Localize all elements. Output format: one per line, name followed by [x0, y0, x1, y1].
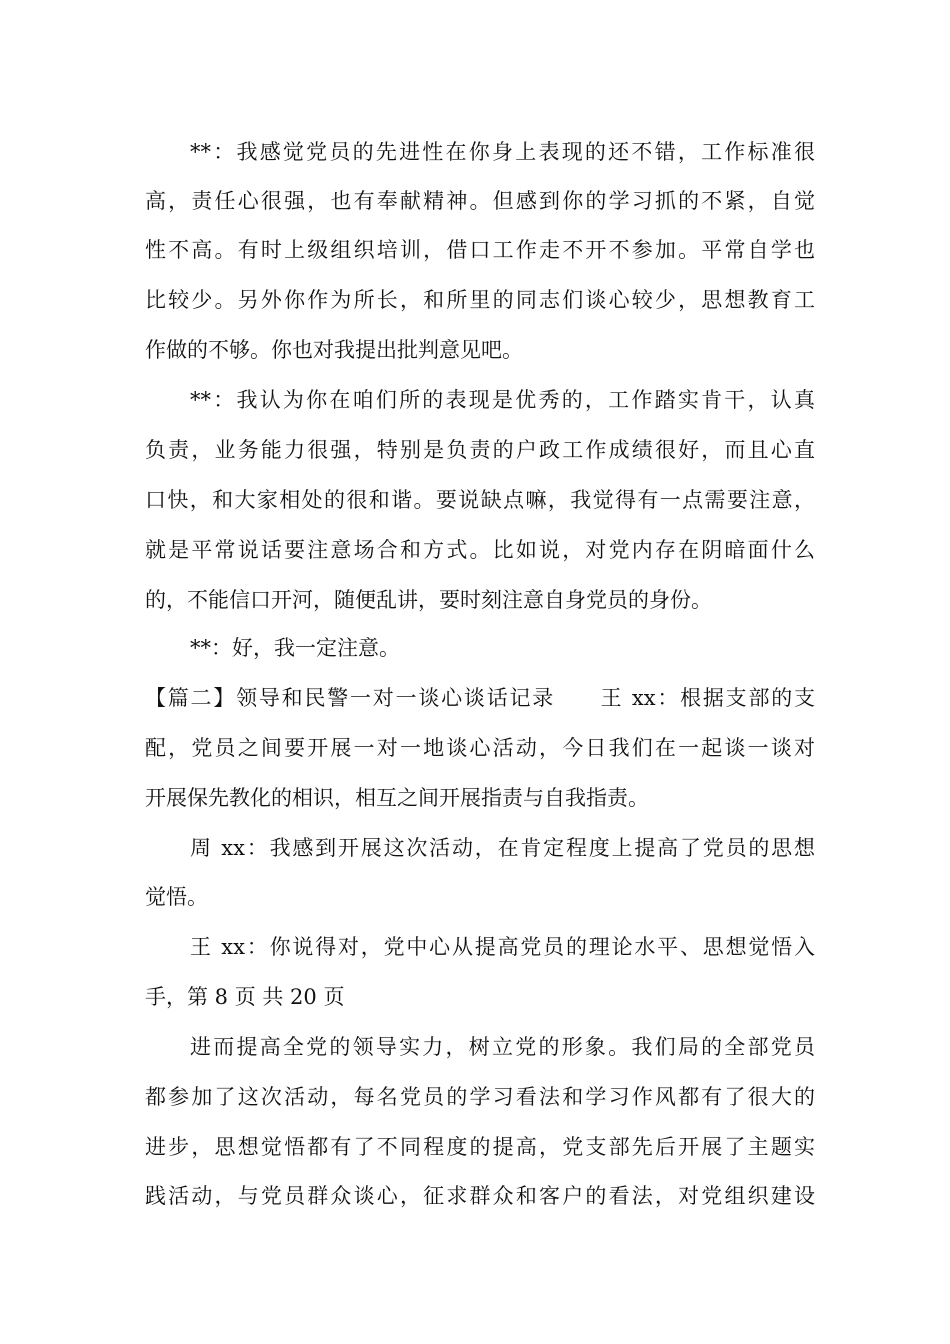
- paragraph-line: 比较少。另外你作为所长，和所里的同志们谈心较少，思想教育工: [145, 288, 815, 312]
- paragraph-line: 周 xx：我感到开展这次活动，在肯定程度上提高了党员的思想: [190, 836, 815, 860]
- paragraph-line: 的，不能信口开河，随便乱讲，要时刻注意自身党员的身份。: [145, 588, 712, 612]
- paragraph-line: 作做的不够。你也对我提出批判意见吧。: [145, 338, 523, 362]
- paragraph-line: 觉悟。: [145, 885, 208, 909]
- paragraph-line: **：好，我一定注意。: [190, 636, 400, 660]
- paragraph-line: 负责，业务能力很强，特别是负责的户政工作成绩很好，而且心直: [145, 438, 815, 462]
- section-heading-line: 【篇二】领导和民警一对一谈心谈话记录 王 xx：根据支部的支: [145, 686, 815, 710]
- paragraph-line: **：我认为你在咱们所的表现是优秀的，工作踏实肯干，认真: [190, 388, 815, 412]
- paragraph-line: 就是平常说话要注意场合和方式。比如说，对党内存在阴暗面什么: [145, 538, 815, 562]
- paragraph-line: 进而提高全党的领导实力，树立党的形象。我们局的全部党员: [190, 1035, 815, 1059]
- page-number-line: 手，第 8 页 共 20 页: [145, 985, 345, 1009]
- paragraph-line: 配，党员之间要开展一对一地谈心活动，今日我们在一起谈一谈对: [145, 736, 815, 760]
- paragraph-line: 性不高。有时上级组织培训，借口工作走不开不参加。平常自学也: [145, 238, 815, 262]
- paragraph-line: 践活动，与党员群众谈心，征求群众和客户的看法，对党组织建设: [145, 1184, 815, 1208]
- paragraph-line: 口快，和大家相处的很和谐。要说缺点嘛，我觉得有一点需要注意，: [145, 488, 815, 512]
- paragraph-line: 都参加了这次活动，每名党员的学习看法和学习作风都有了很大的: [145, 1085, 815, 1109]
- paragraph-line: 进步，思想觉悟都有了不同程度的提高，党支部先后开展了主题实: [145, 1135, 815, 1159]
- paragraph-line: 王 xx：你说得对，党中心从提高党员的理论水平、思想觉悟入: [190, 935, 815, 959]
- paragraph-line: 开展保先教化的相识，相互之间开展指责与自我指责。: [145, 786, 649, 810]
- paragraph-line: **：我感觉党员的先进性在你身上表现的还不错，工作标准很: [190, 140, 815, 164]
- paragraph-line: 高，责任心很强，也有奉献精神。但感到你的学习抓的不紧，自觉: [145, 189, 815, 213]
